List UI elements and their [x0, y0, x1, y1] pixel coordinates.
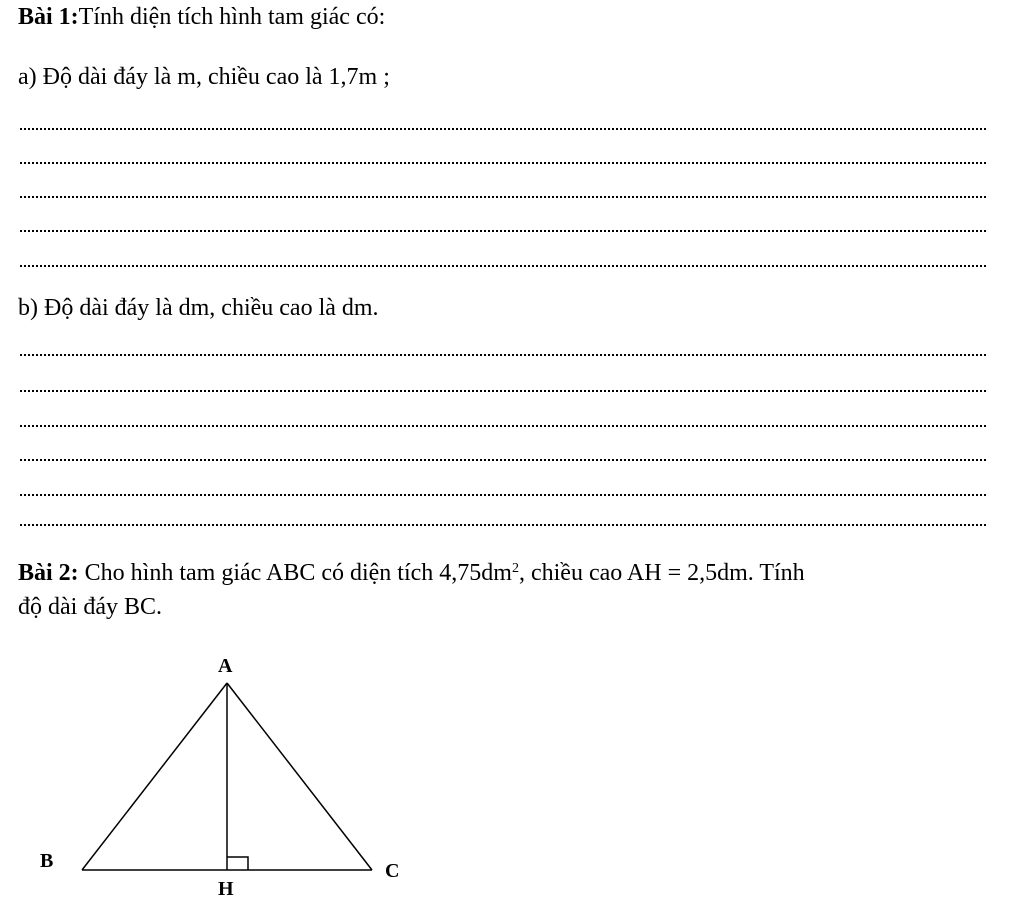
- right-angle-mark: [227, 857, 248, 870]
- side-ab: [82, 683, 227, 870]
- bai1-heading: Bài 1:: [18, 4, 79, 30]
- bai1-part-a: a) Độ dài đáy là m, chiều cao là 1,7m ;: [18, 64, 390, 90]
- bai1-part-b: b) Độ dài đáy là dm, chiều cao là dm.: [18, 295, 379, 321]
- bai1-intro: Tính diện tích hình tam giác có:: [78, 4, 386, 30]
- vertex-label-c: C: [385, 860, 400, 882]
- bai2-heading: Bài 2:: [18, 560, 79, 586]
- vertex-label-h: H: [218, 878, 234, 900]
- bai2-line2: độ dài đáy BC.: [18, 594, 162, 620]
- bai2-text-after-area: , chiều cao AH = 2,5dm. Tính: [518, 560, 805, 586]
- vertex-label-b: B: [40, 850, 54, 872]
- side-ac: [227, 683, 372, 870]
- area-exponent: 2: [511, 561, 519, 576]
- vertex-label-a: A: [218, 655, 233, 677]
- bai2-text-before-area: Cho hình tam giác ABC có diện tích 4,75dm: [84, 560, 512, 586]
